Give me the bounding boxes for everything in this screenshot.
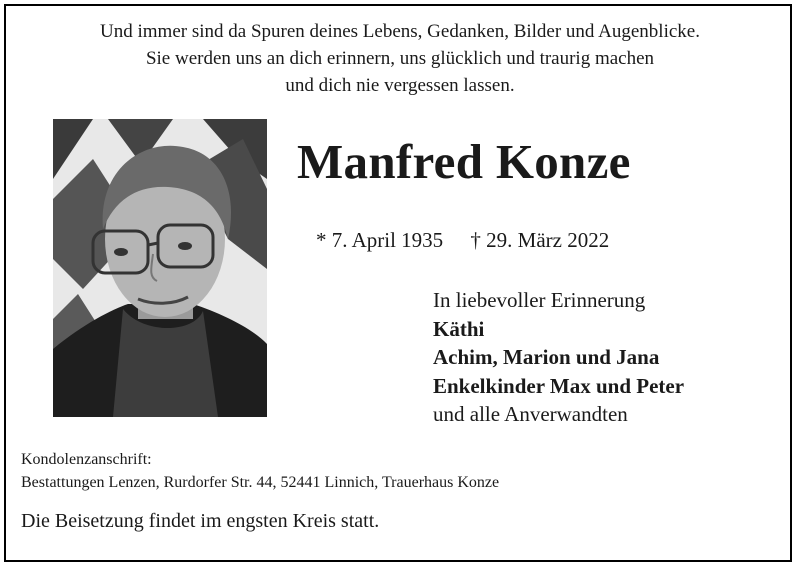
mourners-block [433, 286, 684, 429]
mourner-name: Achim, Marion und Jana [433, 345, 660, 369]
mourners-intro: In liebevoller Erinnerung [433, 288, 646, 312]
mourner-name: Käthi [433, 316, 485, 341]
condolence-label: Kondolenzanschrift: [21, 451, 152, 468]
life-dates [316, 228, 609, 253]
mourner-name: Enkelkinder Max und Peter [433, 373, 685, 398]
poem-line: Und immer sind da Spuren deines Lebens, Gedanken, Bilder und Augenblicke. [100, 21, 700, 42]
mourners-closing: und alle Anverwandten [433, 402, 628, 426]
death-date: † 29. März 2022 [470, 228, 610, 252]
condolence-address-text: Bestattungen Lenzen, Rurdorfer Str. 44, 52441 Linnich, Trauerhaus Konze [21, 474, 500, 491]
poem-line: und dich nie vergessen lassen. [285, 75, 515, 96]
burial-notice: Die Beisetzung findet im engsten Kreis statt. [21, 510, 380, 532]
portrait-photo [53, 119, 267, 417]
deceased-name: Manfred Konze [297, 134, 631, 189]
birth-date: * 7. April 1935 [316, 228, 444, 252]
condolence-address [21, 448, 499, 494]
memorial-poem [0, 18, 800, 99]
poem-line: Sie werden uns an dich erinnern, uns glücklich und traurig machen [145, 48, 655, 69]
